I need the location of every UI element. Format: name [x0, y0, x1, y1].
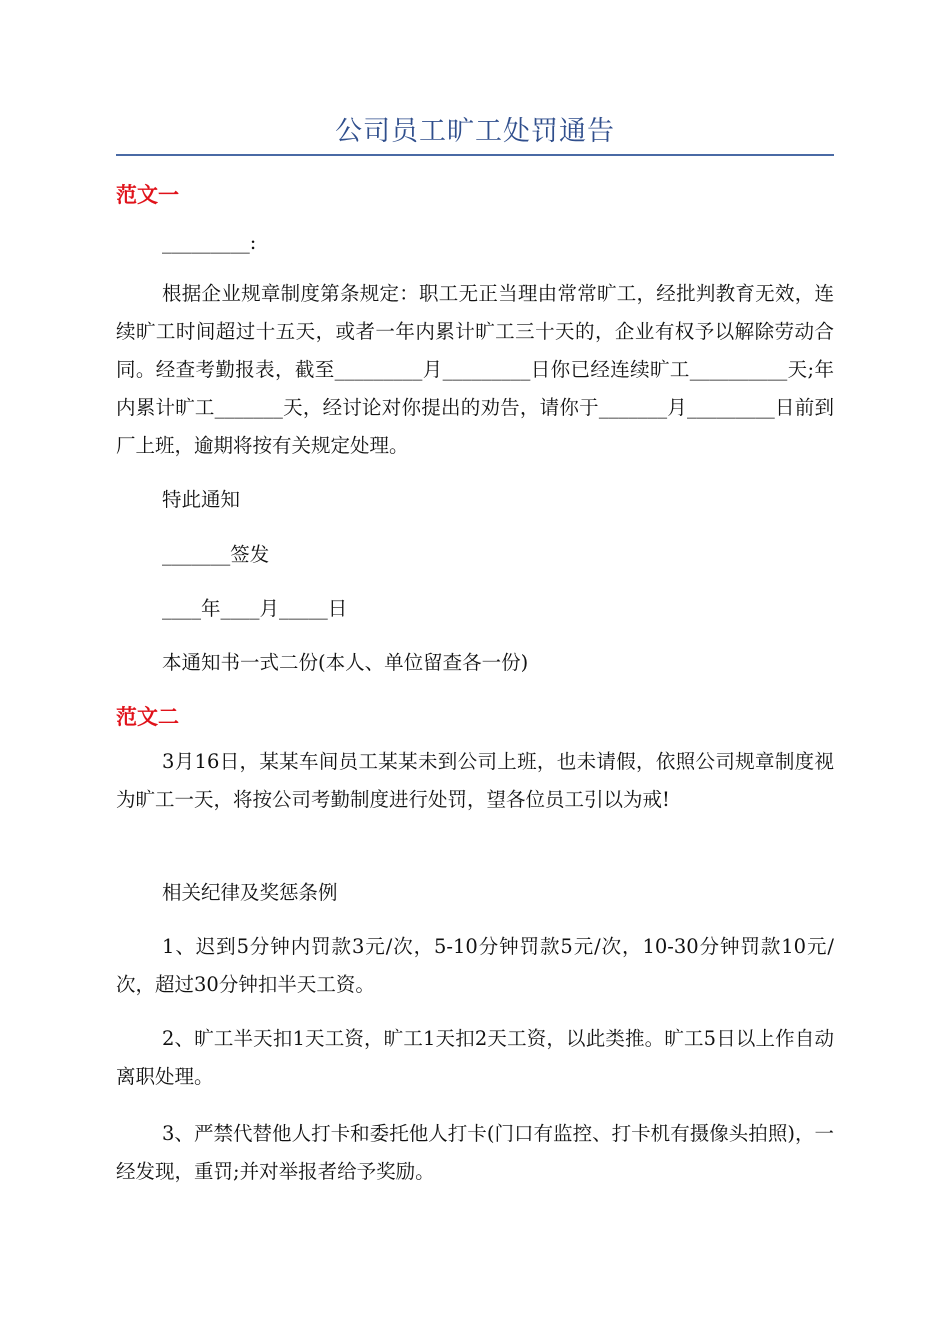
rules-title: 相关纪律及奖惩条例 [162, 881, 338, 904]
rule-item-1: 1、迟到5分钟内罚款3元/次，5-10分钟罚款5元/次，10-30分钟罚款10元/次，超过30分钟扣半天工资。 [116, 935, 834, 996]
date-line: ____年____月_____日 [162, 597, 348, 620]
salutation-blank: _________: [162, 231, 257, 254]
rule-item-3: 3、严禁代替他人打卡和委托他人打卡(门口有监控、打卡机有摄像头拍照)，一经发现，重罚;并对举报者给予奖励。 [116, 1122, 834, 1183]
rule-item-2: 2、旷工半天扣1天工资，旷工1天扣2天工资，以此类推。旷工5日以上作自动离职处理。 [116, 1027, 834, 1088]
section-heading-2: 范文二 [116, 705, 179, 729]
signature-line: _______签发 [162, 543, 270, 566]
title-divider [116, 154, 834, 156]
notice-body-paragraph: 根据企业规章制度第条规定：职工无正当理由常常旷工，经批判教育无效，连续旷工时间超过十五天，或者一年内累计旷工三十天的，企业有权予以解除劳动合同。经查考勤报表，截至_________月_________日你已经连续旷工__________天;年内累计旷工_______天，经讨论对你提出的劝告，请你于_______月_________日前到厂上班，逾期将按有关规定处理。 [116, 282, 834, 457]
notice-closing: 特此通知 [162, 488, 241, 511]
announcement-paragraph: 3月16日，某某车间员工某某未到公司上班，也未请假，依照公司规章制度视为旷工一天，将按公司考勤制度进行处罚，望各位员工引以为戒! [116, 750, 834, 811]
section-heading-1: 范文一 [116, 183, 179, 207]
copies-note: 本通知书一式二份(本人、单位留查各一份) [162, 651, 529, 674]
document-title: 公司员工旷工处罚通告 [335, 116, 615, 147]
